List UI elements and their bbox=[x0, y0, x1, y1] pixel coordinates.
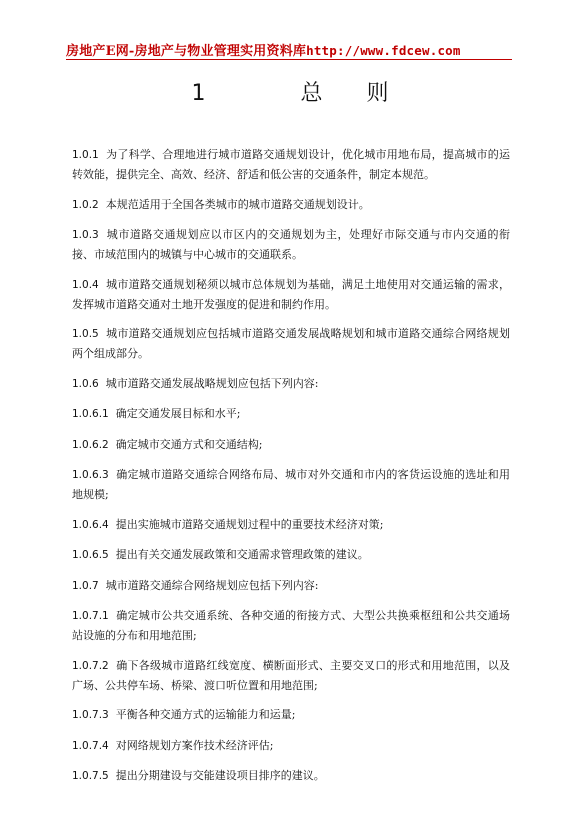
clause-text: 提出实施城市道路交通规划过程中的重要技术经济对策; bbox=[115, 517, 384, 531]
clause-text: 城市道路交通规划秘须以城市总体规划为基础，满足土地使用对交通运输的需求，发挥城市道路交通对土地开发强度的促进和制约作用。 bbox=[72, 277, 511, 311]
clause-paragraph bbox=[72, 145, 510, 184]
header-divider bbox=[66, 59, 512, 60]
clause-number: 1.0.4 bbox=[72, 278, 99, 291]
clause-number: 1.0.2 bbox=[72, 198, 99, 211]
clause-paragraph bbox=[72, 435, 510, 455]
clause-text: 城市道路交通发展战略规划应包括下列内容: bbox=[105, 376, 319, 390]
clause-number: 1.0.7.3 bbox=[72, 709, 109, 721]
clause-paragraph bbox=[72, 515, 510, 535]
clause-number: 1.0.7.1 bbox=[72, 610, 109, 622]
clause-number: 1.0.6.5 bbox=[72, 549, 109, 561]
clause-paragraph bbox=[72, 324, 510, 363]
section-title: 1 总则 bbox=[191, 81, 433, 106]
clause-paragraph bbox=[72, 374, 510, 394]
clause-number: 1.0.7.4 bbox=[72, 739, 109, 752]
site-url[interactable]: http://www.fdcew.com bbox=[306, 43, 461, 58]
clause-paragraph bbox=[72, 225, 510, 264]
clause-text: 确定城市公共交通系统、各种交通的衔接方式、大型公共换乘枢纽和公共交通场站设施的分布和用地范围; bbox=[72, 609, 510, 642]
clause-text: 为了科学、合理地进行城市道路交通规划设计，优化城市用地布局，提高城市的运转效能，提供完全、高效、经济、舒适和低公害的交通条件，制定本规范。 bbox=[72, 148, 511, 181]
clause-text: 确下各级城市道路红线宽度、横断面形式、主要交叉口的形式和用地范围，以及广场、公共停车场、桥梁、渡口听位置和用地范围; bbox=[72, 658, 510, 692]
clause-paragraph bbox=[72, 404, 510, 424]
clause-text: 城市道路交通规划应以市区内的交通规划为主，处理好市际交通与市内交通的衔接、市域范围内的城镇与中心城市的交通联系。 bbox=[72, 228, 511, 261]
clause-number: 1.0.6 bbox=[72, 377, 99, 390]
clause-text: 对网络规划方案作技术经济评估; bbox=[115, 738, 274, 752]
clause-text: 提出分期建设与交能建设项目排序的建议。 bbox=[115, 769, 325, 782]
clause-number: 1.0.7 bbox=[72, 579, 99, 592]
clause-paragraph bbox=[72, 545, 510, 565]
clause-number: 1.0.7.2 bbox=[72, 659, 109, 672]
clause-paragraph bbox=[72, 705, 510, 725]
clause-text: 本规范适用于全国各类城市的城市道路交通规划设计。 bbox=[105, 197, 370, 211]
site-header bbox=[66, 40, 512, 59]
clause-number: 1.0.3 bbox=[72, 229, 99, 241]
clause-paragraph bbox=[72, 195, 510, 215]
clause-text: 确定交通发展目标和水平; bbox=[115, 407, 241, 420]
clause-text: 城市道路交通规划应包括城市道路交通发展战略规划和城市道路交通综合网络规划两个组成部分。 bbox=[72, 327, 511, 360]
clause-number: 1.0.6.4 bbox=[72, 518, 109, 531]
clause-number: 1.0.6.3 bbox=[72, 469, 109, 481]
clause-paragraph bbox=[72, 656, 510, 695]
clause-text: 确定城市交通方式和交通结构; bbox=[115, 437, 263, 451]
clause-number: 1.0.6.2 bbox=[72, 438, 109, 451]
clause-text: 提出有关交通发展政策和交通需求管理政策的建议。 bbox=[115, 548, 369, 561]
clause-paragraph bbox=[72, 736, 510, 756]
clause-paragraph bbox=[72, 576, 510, 596]
clause-number: 1.0.6.1 bbox=[72, 408, 109, 420]
clause-number: 1.0.7.5 bbox=[72, 770, 109, 782]
clause-paragraph bbox=[72, 606, 510, 645]
clause-paragraph bbox=[72, 465, 510, 504]
clause-text: 平衡各种交通方式的运输能力和运量; bbox=[115, 708, 296, 721]
clause-number: 1.0.5 bbox=[72, 328, 99, 340]
document-body bbox=[72, 145, 510, 797]
site-name: 房地产E网-房地产与物业管理实用资料库 bbox=[66, 44, 307, 59]
clause-number: 1.0.1 bbox=[72, 149, 99, 161]
clause-text: 城市道路交通综合网络规划应包括下列内容: bbox=[105, 578, 319, 592]
clause-text: 确定城市道路交通综合网络布局、城市对外交通和市内的客货运设施的选址和用地规模; bbox=[72, 468, 510, 501]
clause-paragraph bbox=[72, 766, 510, 786]
clause-paragraph bbox=[72, 275, 510, 314]
